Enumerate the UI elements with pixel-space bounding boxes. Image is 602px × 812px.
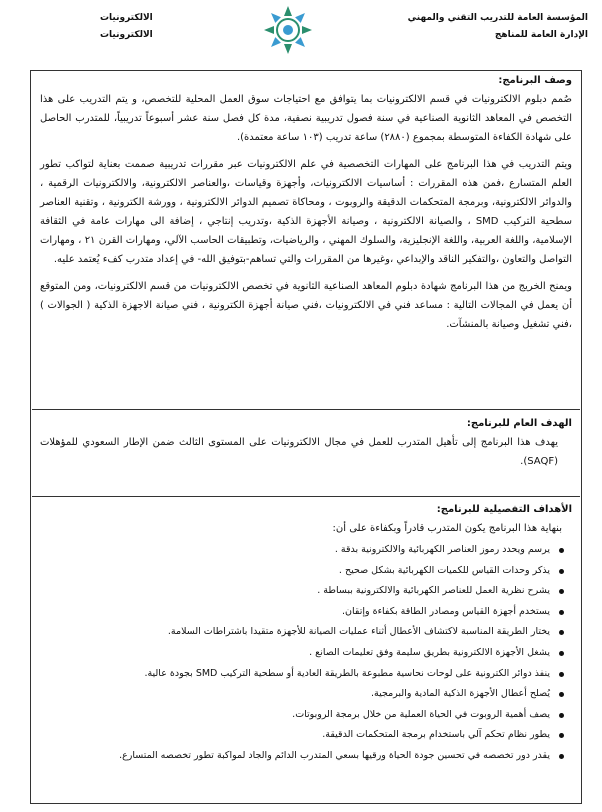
detailed-goals-heading: الأهداف التفصيلية للبرنامج: bbox=[436, 504, 572, 515]
list-item: ينفذ دوائر الكترونية على لوحات نحاسية مطبوعة بالطريقة العادية أو سطحية التركيب SMD بجودة عالية. bbox=[40, 664, 550, 685]
org-line-1: المؤسسة العامة للتدريب التقني والمهني bbox=[407, 13, 588, 23]
list-item: يرسم ويحدد رموز العناصر الكهربائية والالكترونية بدقة . bbox=[40, 540, 550, 561]
list-item: يصف أهمية الروبوت في الحياة العملية من خلال برمجة الروبوتات. bbox=[40, 705, 550, 726]
detailed-goals-section bbox=[32, 498, 580, 802]
list-item: يطور نظام تحكم آلي باستخدام برمجة المتحكمات الدقيقة. bbox=[40, 725, 550, 746]
list-item: يُصلح أعطال الأجهزة الذكية المادية والبرمجية. bbox=[40, 684, 550, 705]
description-paragraph-2: ويتم التدريب في هذا البرنامج على المهارات التخصصية في علم الالكترونيات عبر مقررات تدريبية صممت بعناية لتواكب تطور العلم المتسارع ،فمن هذه المقررات : أساسيات الالكترونيات، وأجهزة وقياسات ،والعناصر الالكترونية، والالكترونيات الرقمية ، والدوائر الالكترونية، وبرمجة المتحكمات الدقيقة والروبوت ، ومحاكاة تصميم الدوائر الالكترونية ، وورشة الكترونية ، وتقنية العناصر سطحية التركيب SMD ، والصيانة الالكترونية ، وصيانة الأجهزة الذكية ،وتدريب إنتاجي ، إضافة الى مهارات عامة في الثقافة الإسلامية، واللغة العربية، واللغة الإنجليزية، والسلوك المهني ، والرياضيات، وتطبيقات الحاسب الآلي، ومهارات القرن ٢١ ، ومهارات التواصل والتعاون ،والتفكير الناقد والإبداعي ،وغيرها من المقررات والتي تساهم-بتوفيق الله- في إعداد متدرب كفء يُعتمد عليه. bbox=[40, 159, 572, 265]
description-paragraph-3: ويمنح الخريج من هذا البرنامج شهادة دبلوم المعاهد الصناعية الثانوية في تخصص الالكترونيات من قسم الالكترونيات، ومن المتوقع أن يعمل في المجالات التالية : مساعد فني في الالكترونيات ،فني صيانة أجهزة الكترونية ، فني صيانة الاجهزة الذكية ( الجوالات ) ،فني تشغيل وصيانة بالمنشآت. bbox=[40, 281, 572, 330]
program-description-heading: وصف البرنامج: bbox=[498, 75, 572, 86]
list-item: يقدر دور تخصصه في تحسين جودة الحياة ورقيها بسعي المتدرب الدائم والجاد لمواكبة تطور تخصصه المتسارع. bbox=[40, 746, 550, 767]
description-paragraph-1: صُمم دبلوم الالكترونيات في قسم الالكترونيات بما يتوافق مع احتياجات سوق العمل المحلية للتخصص، و يتم التدريب على هذا التخصص في المعاهد الثانوية الصناعية في سنة فصول تدريبية نصفية، مدة كل فصل سنة عشر أسبوعاً تدريبياً، للمتدرب الحاصل على شهادة الكفاءة المتوسطة بمجموع (٢٨٨٠) ساعة تدريب (١٠٣ ساعة معتمدة). bbox=[40, 94, 572, 143]
list-item: يختار الطريقة المناسبة لاكتشاف الأعطال أثناء عمليات الصيانة للأجهزة متقيدا باشتراطات السلامة. bbox=[40, 622, 550, 643]
org-line-2: الإدارة العامة للمناهج bbox=[494, 30, 588, 40]
list-item: يستخدم أجهزة القياس ومصادر الطاقة بكفاءة وإتقان. bbox=[40, 602, 550, 623]
tvtc-logo-icon bbox=[262, 4, 314, 56]
content-table bbox=[30, 70, 582, 804]
dept-line-1: الالكترونيات bbox=[100, 13, 153, 23]
list-item: يذكر وحدات القياس للكميات الكهربائية بشكل صحيح . bbox=[40, 561, 550, 582]
program-description-section bbox=[32, 72, 580, 410]
detailed-goals-list bbox=[40, 540, 572, 767]
list-item: يشرح نظرية العمل للعناصر الكهربائية والالكترونية ببساطة . bbox=[40, 581, 550, 602]
general-goal-heading: الهدف العام للبرنامج: bbox=[466, 418, 572, 429]
general-goal-section bbox=[32, 411, 580, 497]
general-goal-text: يهدف هذا البرنامج إلى تأهيل المتدرب للعمل في مجال الالكترونيات على المستوى الثالث ضمن الإطار السعودي للمؤهلات (SAQF). bbox=[40, 437, 558, 467]
department-name bbox=[100, 10, 153, 44]
page-header bbox=[0, 0, 602, 60]
list-item: يشغل الأجهزة الالكترونية بطريق سليمة وفق تعليمات الصانع . bbox=[40, 643, 550, 664]
detailed-goals-intro: بنهاية هذا البرنامج يكون المتدرب قادراً وبكفاءة على أن: bbox=[332, 523, 562, 534]
dept-line-2: الالكترونيات bbox=[100, 30, 153, 40]
organization-name bbox=[408, 10, 588, 44]
